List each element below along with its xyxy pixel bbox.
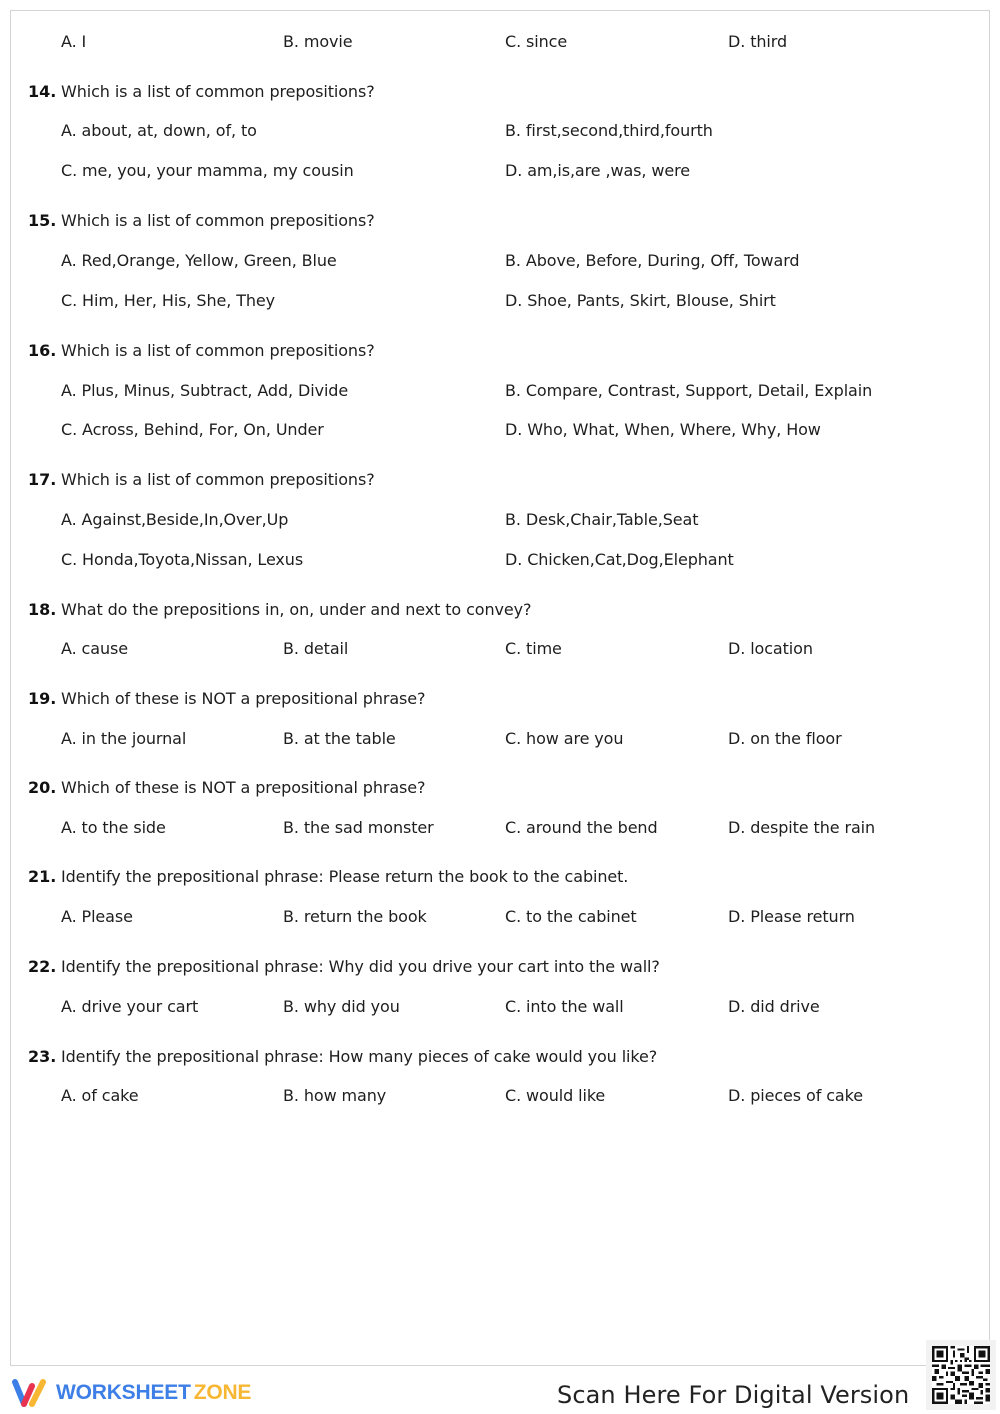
question-number: 23. [28, 1047, 57, 1066]
option-b: B. the sad monster [283, 818, 434, 837]
option-c: C. into the wall [505, 997, 624, 1016]
qr-code-icon [932, 1346, 990, 1404]
option-a: A. about, at, down, of, to [61, 121, 257, 140]
brand-name-part1: WORKSHEET [56, 1381, 191, 1404]
option-b: B. Compare, Contrast, Support, Detail, Explain [505, 381, 873, 400]
option-c: C. would like [505, 1086, 606, 1105]
question-number: 15. [28, 211, 57, 230]
question-text: Identify the prepositional phrase: Why did you drive your cart into the wall? [61, 957, 660, 976]
worksheetzone-logo-icon [10, 1377, 50, 1409]
q13-option-b: B. movie [283, 32, 353, 51]
option-c: C. to the cabinet [505, 907, 637, 926]
option-b: B. Desk,Chair,Table,Seat [505, 510, 699, 529]
option-c: C. Him, Her, His, She, They [61, 291, 276, 310]
option-d: D. pieces of cake [728, 1086, 863, 1105]
question-text: Which of these is NOT a prepositional phrase? [61, 778, 426, 797]
question-text: Which is a list of common prepositions? [61, 470, 375, 489]
question-number: 17. [28, 470, 57, 489]
option-a: A. Red,Orange, Yellow, Green, Blue [61, 251, 337, 270]
option-c: C. me, you, your mamma, my cousin [61, 161, 354, 180]
option-d: D. Chicken,Cat,Dog,Elephant [505, 550, 734, 569]
option-b: B. at the table [283, 729, 396, 748]
option-c: C. Honda,Toyota,Nissan, Lexus [61, 550, 304, 569]
question-number: 20. [28, 778, 57, 797]
option-d: D. despite the rain [728, 818, 876, 837]
option-c: C. around the bend [505, 818, 658, 837]
option-d: D. Please return [728, 907, 855, 926]
option-a: A. cause [61, 639, 128, 658]
option-c: C. how are you [505, 729, 624, 748]
question-text: Which of these is NOT a prepositional phrase? [61, 689, 426, 708]
option-b: B. detail [283, 639, 349, 658]
question-number: 16. [28, 341, 57, 360]
question-number: 21. [28, 867, 57, 886]
qr-code[interactable] [926, 1340, 996, 1410]
question-number: 14. [28, 82, 57, 101]
question-text: What do the prepositions in, on, under and next to convey? [61, 600, 532, 619]
question-text: Which is a list of common prepositions? [61, 82, 375, 101]
q13-option-a: A. I [61, 32, 87, 51]
question-text: Identify the prepositional phrase: Please return the book to the cabinet. [61, 867, 629, 886]
option-b: B. return the book [283, 907, 427, 926]
option-b: B. why did you [283, 997, 400, 1016]
q13-option-c: C. since [505, 32, 568, 51]
option-d: D. on the floor [728, 729, 842, 748]
worksheetzone-logo[interactable] [10, 1377, 251, 1409]
question-number: 19. [28, 689, 57, 708]
option-d: D. am,is,are ,was, were [505, 161, 690, 180]
option-d: D. location [728, 639, 813, 658]
option-a: A. Plus, Minus, Subtract, Add, Divide [61, 381, 349, 400]
q13-option-d: D. third [728, 32, 788, 51]
brand-name-part2: ZONE [193, 1381, 252, 1404]
question-number: 22. [28, 957, 57, 976]
option-c: C. time [505, 639, 562, 658]
option-a: A. of cake [61, 1086, 139, 1105]
option-d: D. did drive [728, 997, 820, 1016]
question-number: 18. [28, 600, 57, 619]
option-a: A. Against,Beside,In,Over,Up [61, 510, 289, 529]
option-a: A. in the journal [61, 729, 187, 748]
option-b: B. first,second,third,fourth [505, 121, 713, 140]
option-d: D. Shoe, Pants, Skirt, Blouse, Shirt [505, 291, 776, 310]
option-a: A. to the side [61, 818, 166, 837]
question-text: Which is a list of common prepositions? [61, 341, 375, 360]
scan-instruction: Scan Here For Digital Version [557, 1381, 910, 1409]
option-b: B. Above, Before, During, Off, Toward [505, 251, 800, 270]
question-text: Identify the prepositional phrase: How many pieces of cake would you like? [61, 1047, 658, 1066]
option-d: D. Who, What, When, Where, Why, How [505, 420, 821, 439]
option-a: A. drive your cart [61, 997, 199, 1016]
option-c: C. Across, Behind, For, On, Under [61, 420, 324, 439]
option-b: B. how many [283, 1086, 387, 1105]
option-a: A. Please [61, 907, 133, 926]
question-text: Which is a list of common prepositions? [61, 211, 375, 230]
